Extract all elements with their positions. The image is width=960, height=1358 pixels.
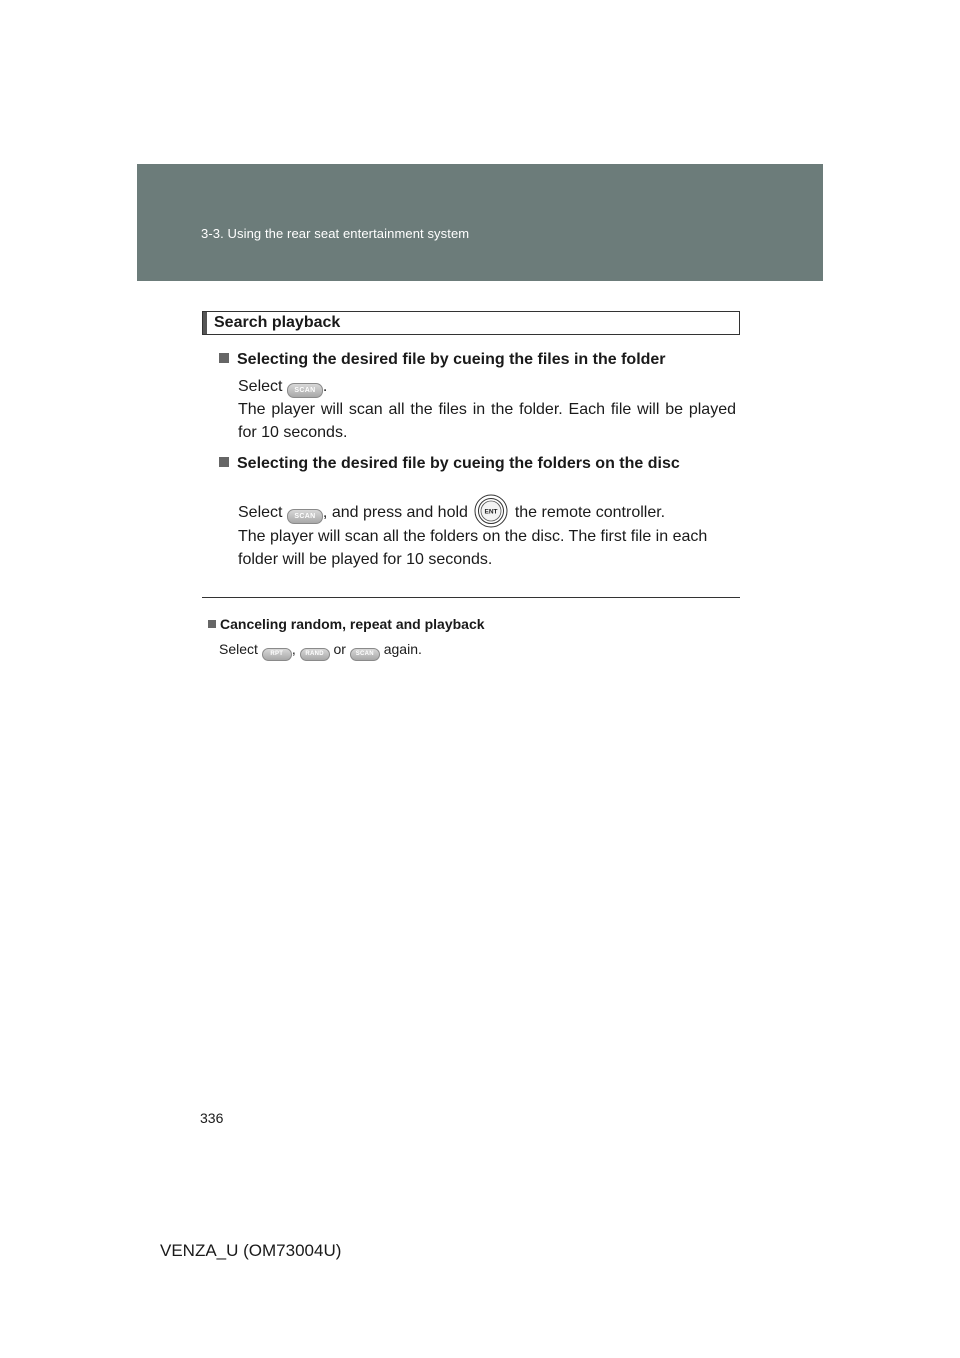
note-heading-text: Canceling random, repeat and playback	[220, 616, 485, 632]
select-suffix: .	[322, 378, 328, 395]
note-body	[219, 641, 422, 661]
scan-button-icon: SCAN	[287, 509, 323, 524]
section-title-box	[202, 311, 740, 335]
bullet-heading-folders	[219, 455, 680, 473]
select-text: Select	[238, 504, 283, 521]
square-bullet-icon	[219, 457, 229, 467]
rand-button-icon: RAND	[300, 648, 330, 661]
bullet-heading-files	[219, 351, 666, 369]
note-select-text: Select	[219, 641, 258, 657]
note-comma: ,	[291, 641, 296, 657]
header-band	[137, 164, 823, 281]
bullet-heading-text: Selecting the desired file by cueing the folders on the disc	[237, 455, 680, 472]
square-bullet-icon	[208, 620, 216, 628]
section-title-bar	[203, 312, 207, 334]
bullet2-select-line	[238, 494, 736, 528]
bullet2-description: The player will scan all the folders on the disc. The first file in each folder will be played for 10 seconds.	[238, 528, 708, 568]
rpt-button-icon: RPT	[262, 648, 292, 661]
square-bullet-icon	[219, 353, 229, 363]
select-middle-text: , and press and hold	[322, 504, 468, 521]
select-suffix: the remote controller.	[514, 504, 666, 521]
section-title: Search playback	[214, 314, 341, 331]
page-number: 336	[200, 1110, 224, 1126]
manual-code: VENZA_U (OM73004U)	[160, 1241, 342, 1260]
note-again: again.	[383, 641, 422, 657]
bullet1-select-line	[238, 375, 736, 398]
bullet1-description: The player will scan all the files in the folder. Each file will be played for 10 seconds.	[238, 401, 736, 441]
select-text: Select	[238, 378, 283, 395]
bullet-heading-text: Selecting the desired file by cueing the files in the folder	[237, 351, 666, 368]
scan-button-icon: SCAN	[350, 648, 380, 661]
note-heading	[208, 616, 485, 632]
scan-button-icon: SCAN	[287, 383, 323, 398]
section-breadcrumb: 3-3. Using the rear seat entertainment system	[201, 226, 470, 241]
ent-button-icon	[474, 494, 508, 528]
divider-rule	[202, 597, 740, 598]
note-or: or	[333, 641, 346, 657]
ent-label: ENT	[484, 508, 498, 516]
